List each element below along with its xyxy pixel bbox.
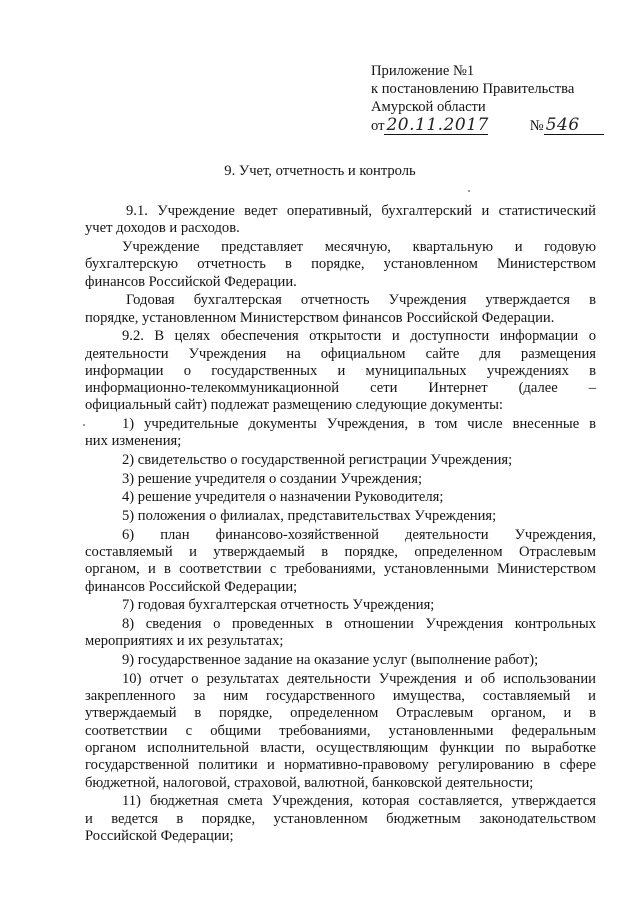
handwritten-number: 546 bbox=[545, 114, 580, 135]
list-item-11: 11) бюджетная смета Учреждения, которая составляется, утверждается и ведется в порядке, установленном бюджетным законодательством Российской Федерации; bbox=[85, 793, 596, 844]
date-prefix: от bbox=[371, 117, 385, 134]
paragraph-9-2: 9.2. В целях обеспечения открытости и доступности информации о деятельности Учреждения на официальном сайте для размещения информации о государственных и муниципальных учреждениях в информационно-телекоммуникационной сети Интернет (далее – официальный сайт) подлежат размещению следующие документы: bbox=[85, 328, 596, 414]
list-item-7: 7) годовая бухгалтерская отчетность Учреждения; bbox=[122, 597, 435, 614]
list-item-2: 2) свидетельство о государственной регистрации Учреждения; bbox=[122, 452, 513, 469]
list-item-3: 3) решение учредителя о создании Учреждения; bbox=[122, 470, 423, 487]
document-body bbox=[85, 203, 596, 847]
number-prefix: № bbox=[529, 117, 544, 134]
scan-speck bbox=[83, 424, 85, 426]
scan-speck bbox=[468, 190, 470, 192]
paragraph-annual-report: Годовая бухгалтерская отчетность Учреждения утверждается в порядке, установленном Министерством финансов Российской Федерации. bbox=[85, 292, 596, 326]
list-item-6: 6) план финансово-хозяйственной деятельности Учреждения, составляемый и утверждаемый в порядке, определенном Отраслевым органом, и в соответствии с требованиями, установленными Министерством финансов Российской Федерации; bbox=[85, 526, 596, 595]
appendix-block bbox=[371, 62, 621, 137]
list-item-5: 5) положения о филиалах, представительствах Учреждения; bbox=[122, 508, 497, 525]
appendix-date-number-line bbox=[371, 114, 621, 137]
list-item-9: 9) государственное задание на оказание услуг (выполнение работ); bbox=[122, 652, 539, 669]
date-field bbox=[384, 114, 489, 135]
appendix-region: Амурской области bbox=[371, 99, 486, 116]
appendix-resolution-ref: к постановлению Правительства bbox=[371, 81, 575, 98]
number-field bbox=[544, 114, 604, 135]
handwritten-date: 20.11.2017 bbox=[386, 114, 489, 135]
paragraph-reporting: Учреждение представляет месячную, квартальную и годовую бухгалтерскую отчетность в порядке, установленном Министерством финансов Российской Федерации. bbox=[85, 238, 596, 290]
list-item-8: 8) сведения о проведенных в отношении Учреждения контрольных мероприятиях и их результатах; bbox=[85, 616, 596, 650]
list-item-4: 4) решение учредителя о назначении Руководителя; bbox=[122, 489, 444, 506]
paragraph-9-1: 9.1. Учреждение ведет оперативный, бухгалтерский и статистический учет доходов и расходов. bbox=[85, 203, 596, 237]
list-item-1: 1) учредительные документы Учреждения, в том числе внесенные в них изменения; bbox=[85, 416, 596, 450]
section-heading: 9. Учет, отчетность и контроль bbox=[224, 163, 416, 179]
appendix-title: Приложение №1 bbox=[371, 63, 475, 79]
list-item-10: 10) отчет о результатах деятельности Учреждения и об использовании закрепленного за ним государственного имущества, составляемый и утверждаемый в порядке, определенном Отраслевым органом, и в соответствии с общими требованиями, установленными федеральным органом исполнительной власти, осуществляющим функции по выработке государственной политики и нормативно-правовому регулированию в сфере бюджетной, налоговой, страховой, валютной, банковской деятельности; bbox=[85, 670, 596, 791]
